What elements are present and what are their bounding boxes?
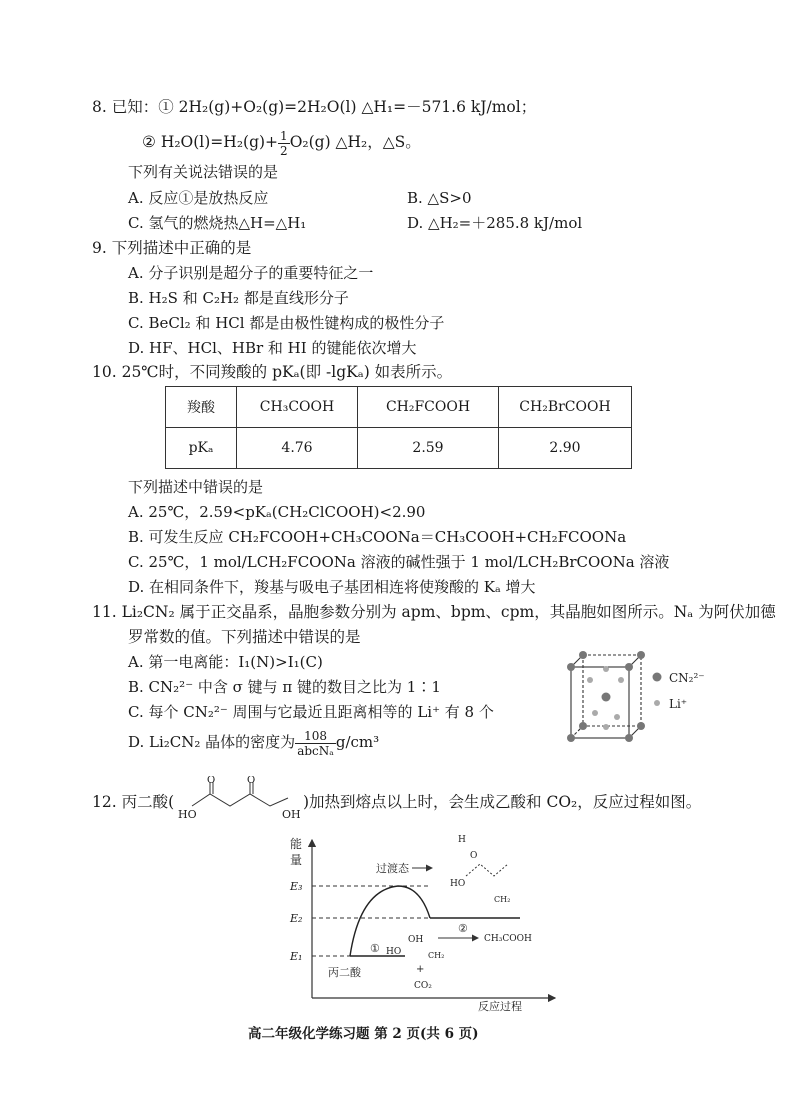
- table-header-cell: CH₃COOH: [237, 387, 358, 428]
- e2-label: E₂: [290, 912, 303, 925]
- table-cell: pKₐ: [166, 428, 237, 469]
- q8-reaction-2: [142, 127, 421, 158]
- step-1-label: ①: [370, 942, 380, 955]
- q9-option-c: C. BeCl₂ 和 HCl 都是由极性键构成的极性分子: [128, 314, 445, 332]
- svg-text:CH₂: CH₂: [428, 951, 445, 960]
- svg-text:H: H: [458, 835, 466, 845]
- q11-density-fraction: $\frac{108}{\text{abcNₐ}}$: [297, 728, 334, 758]
- q11-stem-line1: 11. Li₂CN₂ 属于正交晶系，晶胞参数分别为 apm、bpm、cpm，其晶胞如图所示。Nₐ 为阿伏加德: [92, 603, 776, 621]
- q8-option-b: B. △S>0: [407, 189, 472, 207]
- y-axis-label-2: 量: [290, 853, 303, 867]
- q11-stem-line2: 罗常数的值。下列描述中错误的是: [128, 628, 361, 646]
- x-axis-label: 反应过程: [478, 1000, 522, 1013]
- legend-li-label: Li⁺: [669, 697, 688, 711]
- pka-table: [165, 386, 632, 469]
- q9-option-b: B. H₂S 和 C₂H₂ 都是直线形分子: [128, 289, 349, 307]
- energy-profile-diagram: [280, 828, 570, 1013]
- table-row: [166, 428, 632, 469]
- e1-label: E₁: [290, 950, 303, 963]
- q8-fraction: $\frac{1}{2}$: [280, 128, 288, 158]
- svg-text:HO: HO: [386, 947, 402, 957]
- table-header-cell: 羧酸: [166, 387, 237, 428]
- malonic-acid-structure: [178, 776, 303, 820]
- q11-option-d-post: g/cm³: [335, 733, 380, 751]
- q9-option-a: A. 分子识别是超分子的重要特征之一: [128, 264, 374, 282]
- svg-text:O: O: [470, 851, 478, 861]
- table-cell: 4.76: [237, 428, 358, 469]
- svg-text:OH: OH: [282, 808, 301, 820]
- svg-text:O: O: [247, 776, 256, 786]
- q11-option-d: [128, 726, 379, 758]
- step-2-label: ②: [458, 922, 468, 935]
- q11-option-a: A. 第一电离能：I₁(N)>I₁(C): [128, 653, 323, 671]
- q8-reaction-2-pre: ② H₂O(l)=H₂(g)+: [142, 133, 279, 151]
- energy-curve: [350, 886, 430, 956]
- table-header-cell: CH₂FCOOH: [358, 387, 499, 428]
- q8-option-c: C. 氢气的燃烧热△H=△H₁: [128, 214, 307, 232]
- q8-option-a: A. 反应①是放热反应: [128, 189, 269, 207]
- svg-text:CH₂: CH₂: [494, 895, 511, 904]
- q8-stem: 8. 已知：① 2H₂(g)+O₂(g)=2H₂O(l) △H₁=－571.6 kJ/mol；: [92, 98, 537, 116]
- svg-text:CO₂: CO₂: [414, 981, 432, 991]
- q8-option-d: D. △H₂=＋285.8 kJ/mol: [407, 214, 583, 232]
- legend-cn-marker: [653, 673, 662, 682]
- q9-stem: 9. 下列描述中正确的是: [92, 239, 252, 257]
- svg-text:OH: OH: [408, 935, 424, 945]
- q10-prompt: 下列描述中错误的是: [128, 478, 264, 496]
- svg-text:HO: HO: [450, 879, 466, 889]
- q12-stem-pre: 12. 丙二酸(: [92, 793, 175, 811]
- svg-text:O: O: [207, 776, 216, 786]
- q10-option-b: B. 可发生反应 CH₂FCOOH+CH₃COONa＝CH₃COOH+CH₂FCOONa: [128, 528, 627, 546]
- reactant-label: 丙二酸: [328, 966, 361, 979]
- legend-li-marker: [654, 700, 660, 706]
- q10-stem: 10. 25℃时，不同羧酸的 pKₐ(即 -lgKₐ) 如表所示。: [92, 363, 453, 381]
- q10-option-d: D. 在相同条件下，羧基与吸电子基团相连将使羧酸的 Kₐ 增大: [128, 578, 536, 596]
- q12-stem-post: )加热到熔点以上时，会生成乙酸和 CO₂，反应过程如图。: [303, 793, 702, 811]
- y-axis-label-1: 能: [290, 837, 303, 851]
- q11-option-d-pre: D. Li₂CN₂ 晶体的密度为: [128, 733, 296, 751]
- q10-option-c: C. 25℃，1 mol/LCH₂FCOONa 溶液的碱性强于 1 mol/LCH₂BrCOONa 溶液: [128, 553, 670, 571]
- table-header-row: [166, 387, 632, 428]
- e3-label: E₃: [290, 880, 303, 893]
- page-footer: 高二年级化学练习题 第 2 页(共 6 页): [248, 1026, 479, 1042]
- crystal-cell-figure: [555, 645, 705, 745]
- transition-state-label: 过渡态: [376, 862, 409, 875]
- table-cell: 2.59: [358, 428, 499, 469]
- table-header-cell: CH₂BrCOOH: [499, 387, 632, 428]
- svg-text:+: +: [416, 964, 425, 975]
- product-label: CH₃COOH: [484, 934, 532, 944]
- q8-reaction-2-post: O₂(g) △H₂，△S。: [289, 133, 421, 151]
- q10-option-a: A. 25℃，2.59<pKₐ(CH₂ClCOOH)<2.90: [128, 503, 426, 521]
- svg-text:HO: HO: [178, 808, 197, 820]
- q11-option-b: B. CN₂²⁻ 中含 σ 键与 π 键的数目之比为 1∶1: [128, 678, 441, 696]
- table-cell: 2.90: [499, 428, 632, 469]
- q9-option-d: D. HF、HCl、HBr 和 HI 的键能依次增大: [128, 339, 417, 357]
- legend-cn-label: CN₂²⁻: [669, 671, 705, 685]
- q8-prompt: 下列有关说法错误的是: [128, 163, 279, 181]
- q11-option-c: C. 每个 CN₂²⁻ 周围与它最近且距离相等的 Li⁺ 有 8 个: [128, 703, 494, 721]
